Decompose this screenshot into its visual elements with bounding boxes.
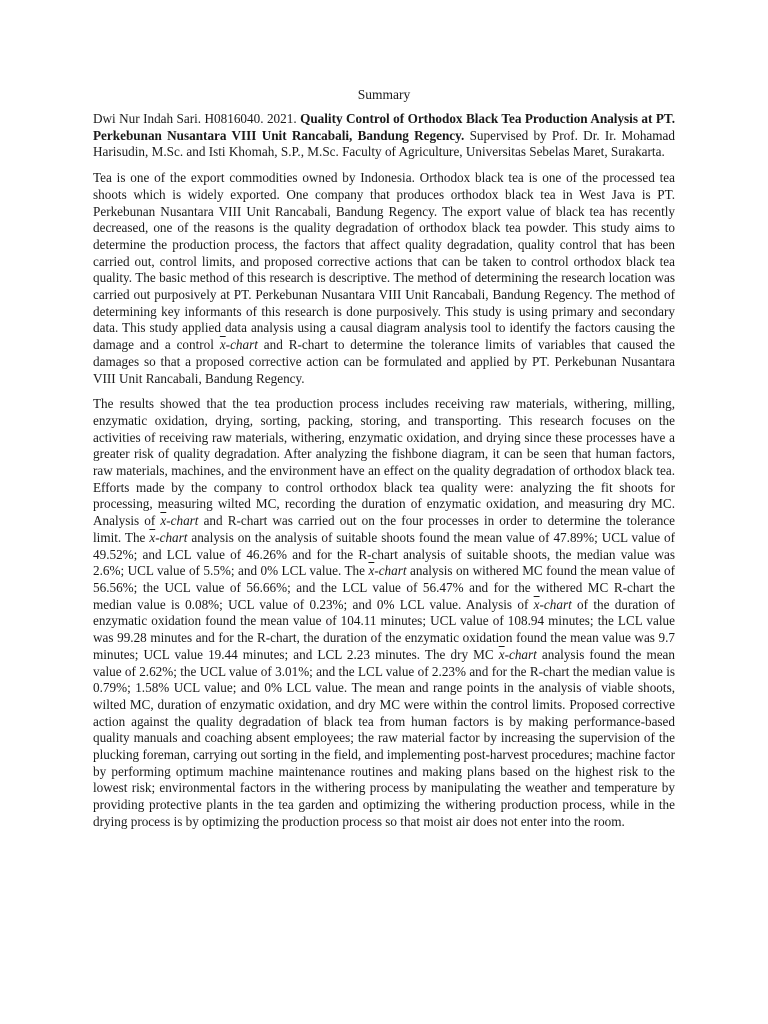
xbar-chart-term <box>499 647 537 662</box>
para3-text-c: analysis on the analysis of suitable shoots found the mean value of 47.89%; UCL value of 49.52%; and LCL value of 46.26% and for the R-chart analysis of suitable shoots, the median value was 2.6%; UCL value of 5.5%; and 0% LCL value. The <box>93 529 675 579</box>
xbar-chart-term <box>160 513 198 528</box>
abstract-paragraph <box>93 170 675 387</box>
para3-text-b: and R-chart was carried out on the four processes in order to determine the tolerance limit. The <box>93 513 675 545</box>
xbar-chart-term <box>534 597 572 612</box>
para3-text-d: analysis on withered MC found the mean value of 56.56%; the UCL value of 56.66%; and the LCL value of 56.47% and for the withered MC R-chart the median value is 0.08%; UCL value of 0.23%; and 0% LCL value. Analysis of <box>93 563 675 612</box>
results-paragraph <box>93 396 675 830</box>
xbar-symbol: $\overline{x}$ <box>498 646 505 662</box>
xbar-suffix: -chart <box>225 337 258 353</box>
xbar-suffix: -chart <box>539 596 572 612</box>
xbar-symbol: $\overline{x}$ <box>160 513 167 529</box>
citation-paragraph <box>93 111 675 161</box>
page-title: Summary <box>357 87 411 102</box>
xbar-suffix: -chart <box>374 563 407 579</box>
para3-text-f: analysis found the mean value of 2.62%; the UCL value of 3.01%; and the LCL value of 2.23% and for the R-chart the median value is 0.79%; 1.58% UCL value; and 0% LCL value. The mean and range points in the analysis of viable shoots, wilted MC, duration of enzymatic oxidation, and dry MC were within the control limits. Proposed corrective action against the quality degradation of black tea from human factors is by making performance-based quality manuals and coaching absent employees; the raw material factor by increasing the supervision of the plucking foreman, carrying out sorting in the field, and implementing post-harvest procedures; machine factor by performing optimum machine maintenance routines and making plans based on the highest risk to the lowest risk; environmental factors in the withering process by manipulating the weather and temperature by providing protective plants in the tea garden and optimizing the withering production process, while in the drying process is by optimizing the production process so that moist air does not enter into the room. <box>93 646 675 829</box>
xbar-suffix: -chart <box>504 646 537 662</box>
xbar-symbol: $\overline{x}$ <box>533 596 540 612</box>
xbar-symbol: $\overline{x}$ <box>219 337 226 353</box>
xbar-chart-term <box>149 530 187 545</box>
citation-rest: Supervised by Prof. Dr. Ir. Mohamad Harisudin, M.Sc. and Isti Khomah, S.P., M.Sc. Faculty of Agriculture, Universitas Sebelas Maret, Surakarta. <box>93 127 675 160</box>
xbar-suffix: -chart <box>155 529 188 545</box>
xbar-symbol: $\overline{x}$ <box>149 529 156 545</box>
xbar-chart-term <box>368 563 406 578</box>
xbar-chart-term <box>220 337 258 352</box>
para3-text-e: of the duration of enzymatic oxidation found the mean value of 104.11 minutes; UCL value of 108.94 minutes; the LCL value was 99.28 minutes and for the R-chart, the duration of the enzymatic oxidation found the mean value was 9.7 minutes; UCL value 19.44 minutes; and LCL 2.23 minutes. The dry MC <box>93 596 676 662</box>
citation-title: Quality Control of Orthodox Black Tea Production Analysis at PT. Perkebunan Nusantara VIII Unit Rancabali, Bandung Regency. <box>93 111 675 143</box>
xbar-suffix: -chart <box>166 513 199 529</box>
xbar-symbol: $\overline{x}$ <box>368 563 375 579</box>
para2-text-b: and R-chart to determine the tolerance limits of variables that caused the damages so that a proposed corrective action can be formulated and applied by PT. Perkebunan Nusantara VIII Unit Rancabali, Bandung Regency. <box>93 337 675 386</box>
citation-authors: Dwi Nur Indah Sari. H0816040. 2021. <box>93 111 297 126</box>
para2-text-a: Tea is one of the export commodities owned by Indonesia. Orthodox black tea is one of the processed tea shoots which is widely exported. One company that produces orthodox black tea in West Java is PT. Perkebunan Nusantara VIII Unit Rancabali, Bandung Regency. The export value of black tea has recently decreased, one of the reasons is the quality degradation of orthodox black tea powder. This study aims to determine the production process, the factors that affect quality degradation, quality control that has been carried out, control limits, and proposed corrective actions that can be taken to control orthodox black tea quality. The basic method of this research is descriptive. The method of determining the research location was carried out purposively at PT. Perkebunan Nusantara VIII Unit Rancabali, Bandung Regency. The method of determining key informants of this research is done purposively. This study is using primary and secondary data. This study applied data analysis using a causal diagram analysis tool to identify the factors causing the damage and a control <box>93 170 675 353</box>
document-page <box>93 85 675 840</box>
para3-text-a: The results showed that the tea production process includes receiving raw materials, withering, milling, enzymatic oxidation, drying, sorting, packing, storing, and transporting. This research focuses on the activities of receiving raw materials, withering, enzymatic oxidation, and drying since these processes have a greater risk of quality degradation. After analyzing the fishbone diagram, it can be seen that human factors, raw materials, machines, and the environment have an effect on the quality degradation of orthodox black tea. Efforts made by the company to control orthodox black tea quality were: analyzing the fit shoots for processing, measuring wilted MC, recording the duration of enzymatic oxidation, and measuring dry MC. Analysis of <box>93 396 675 529</box>
